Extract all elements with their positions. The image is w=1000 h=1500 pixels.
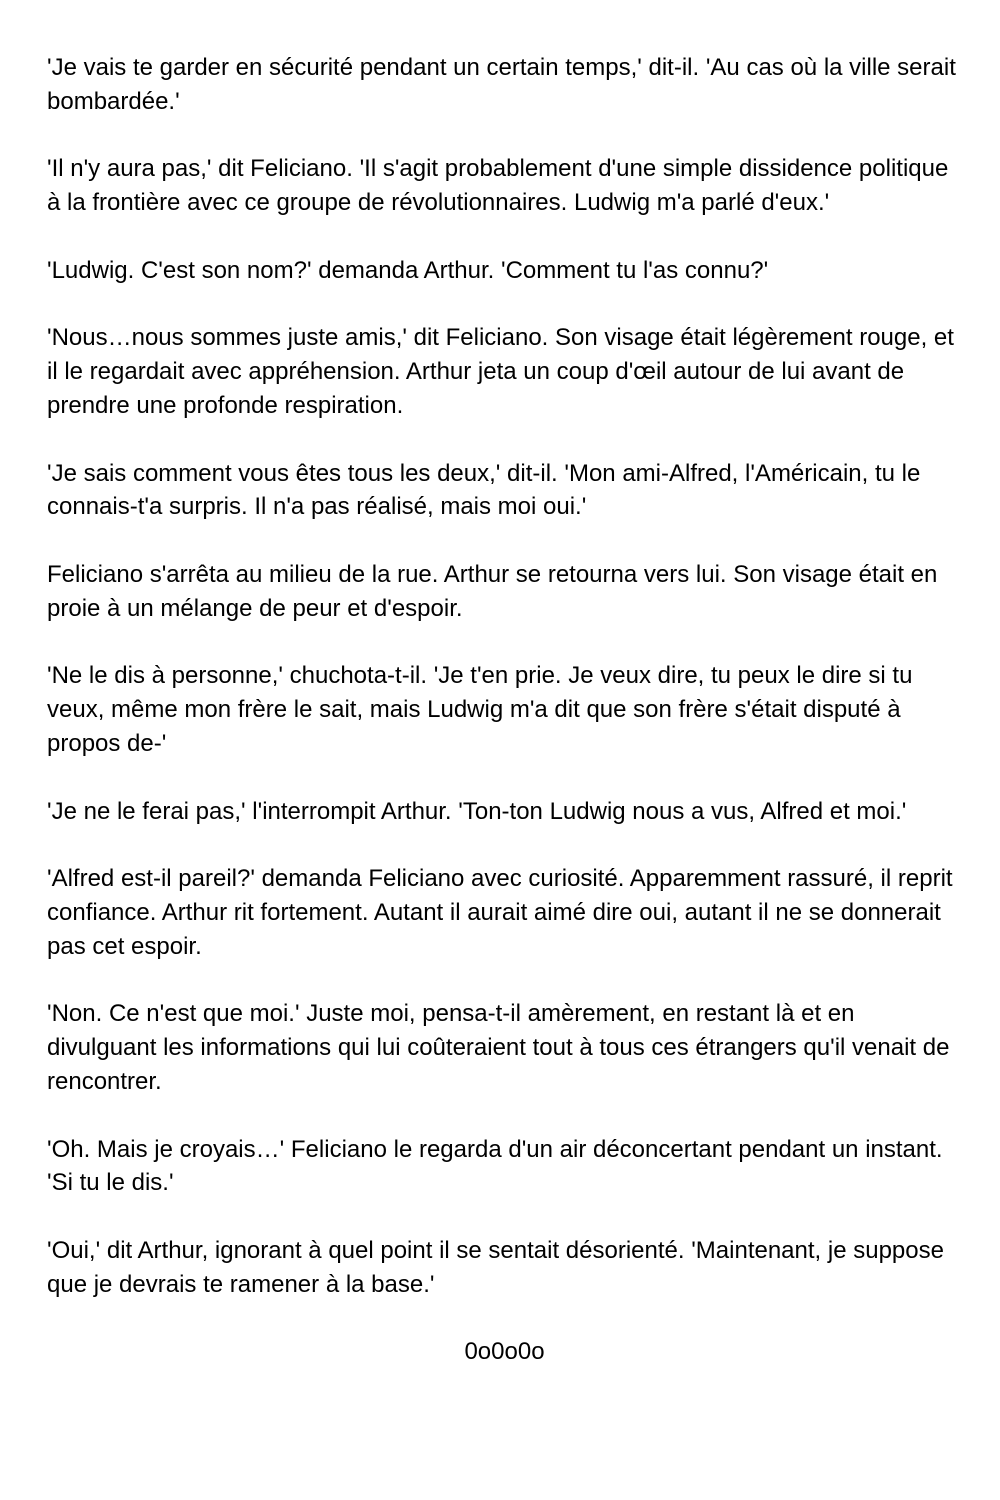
paragraph-1: 'Je vais te garder en sécurité pendant un certain temps,' dit-il. 'Au cas où la ville serait bombardée.': [47, 54, 956, 115]
paragraph-11: 'Oh. Mais je croyais…' Feliciano le regarda d'un air déconcertant pendant un instant. 'Si tu le dis.': [47, 1135, 943, 1197]
paragraph-6: Feliciano s'arrêta au milieu de la rue. Arthur se retourna vers lui. Son visage était en proie à un mélange de peur et d'espoir.: [47, 560, 938, 622]
paragraph-12: 'Oui,' dit Arthur, ignorant à quel point il se sentait désorienté. 'Maintenant, je suppose que je devrais te ramener à la base.': [47, 1236, 944, 1298]
section-separator: 0o0o0o: [464, 1338, 545, 1366]
paragraph-3: 'Ludwig. C'est son nom?' demanda Arthur. 'Comment tu l'as connu?': [47, 256, 769, 284]
paragraph-10: 'Non. Ce n'est que moi.' Juste moi, pensa-t-il amèrement, en restant là et en divulguant les informations qui lui coûteraient tout à tous ces étrangers qu'il venait de rencontrer.: [47, 1000, 950, 1095]
paragraph-9: 'Alfred est-il pareil?' demanda Feliciano avec curiosité. Apparemment rassuré, il reprit confiance. Arthur rit fortement. Autant il aurait aimé dire oui, autant il ne se donnerait pas cet espoir.: [47, 865, 953, 960]
paragraph-7: 'Ne le dis à personne,' chuchota-t-il. 'Je t'en prie. Je veux dire, tu peux le dire si tu veux, même mon frère le sait, mais Ludwig m'a dit que son frère s'était disputé à propos de-': [47, 662, 913, 757]
paragraph-8: 'Je ne le ferai pas,' l'interrompit Arthur. 'Ton-ton Ludwig nous a vus, Alfred et moi.': [47, 797, 907, 825]
paragraph-2: 'Il n'y aura pas,' dit Feliciano. 'Il s'agit probablement d'une simple dissidence politique à la frontière avec ce groupe de révolutionnaires. Ludwig m'a parlé d'eux.': [47, 155, 949, 217]
paragraph-5: 'Je sais comment vous êtes tous les deux,' dit-il. 'Mon ami-Alfred, l'Américain, tu le connais-t'a surpris. Il n'a pas réalisé, mais moi oui.': [47, 459, 921, 521]
document-page: [47, 51, 962, 1369]
paragraph-4: 'Nous…nous sommes juste amis,' dit Feliciano. Son visage était légèrement rouge, et il le regardait avec appréhension. Arthur jeta un coup d'œil autour de lui avant de prendre une profonde respiration.: [47, 324, 954, 419]
